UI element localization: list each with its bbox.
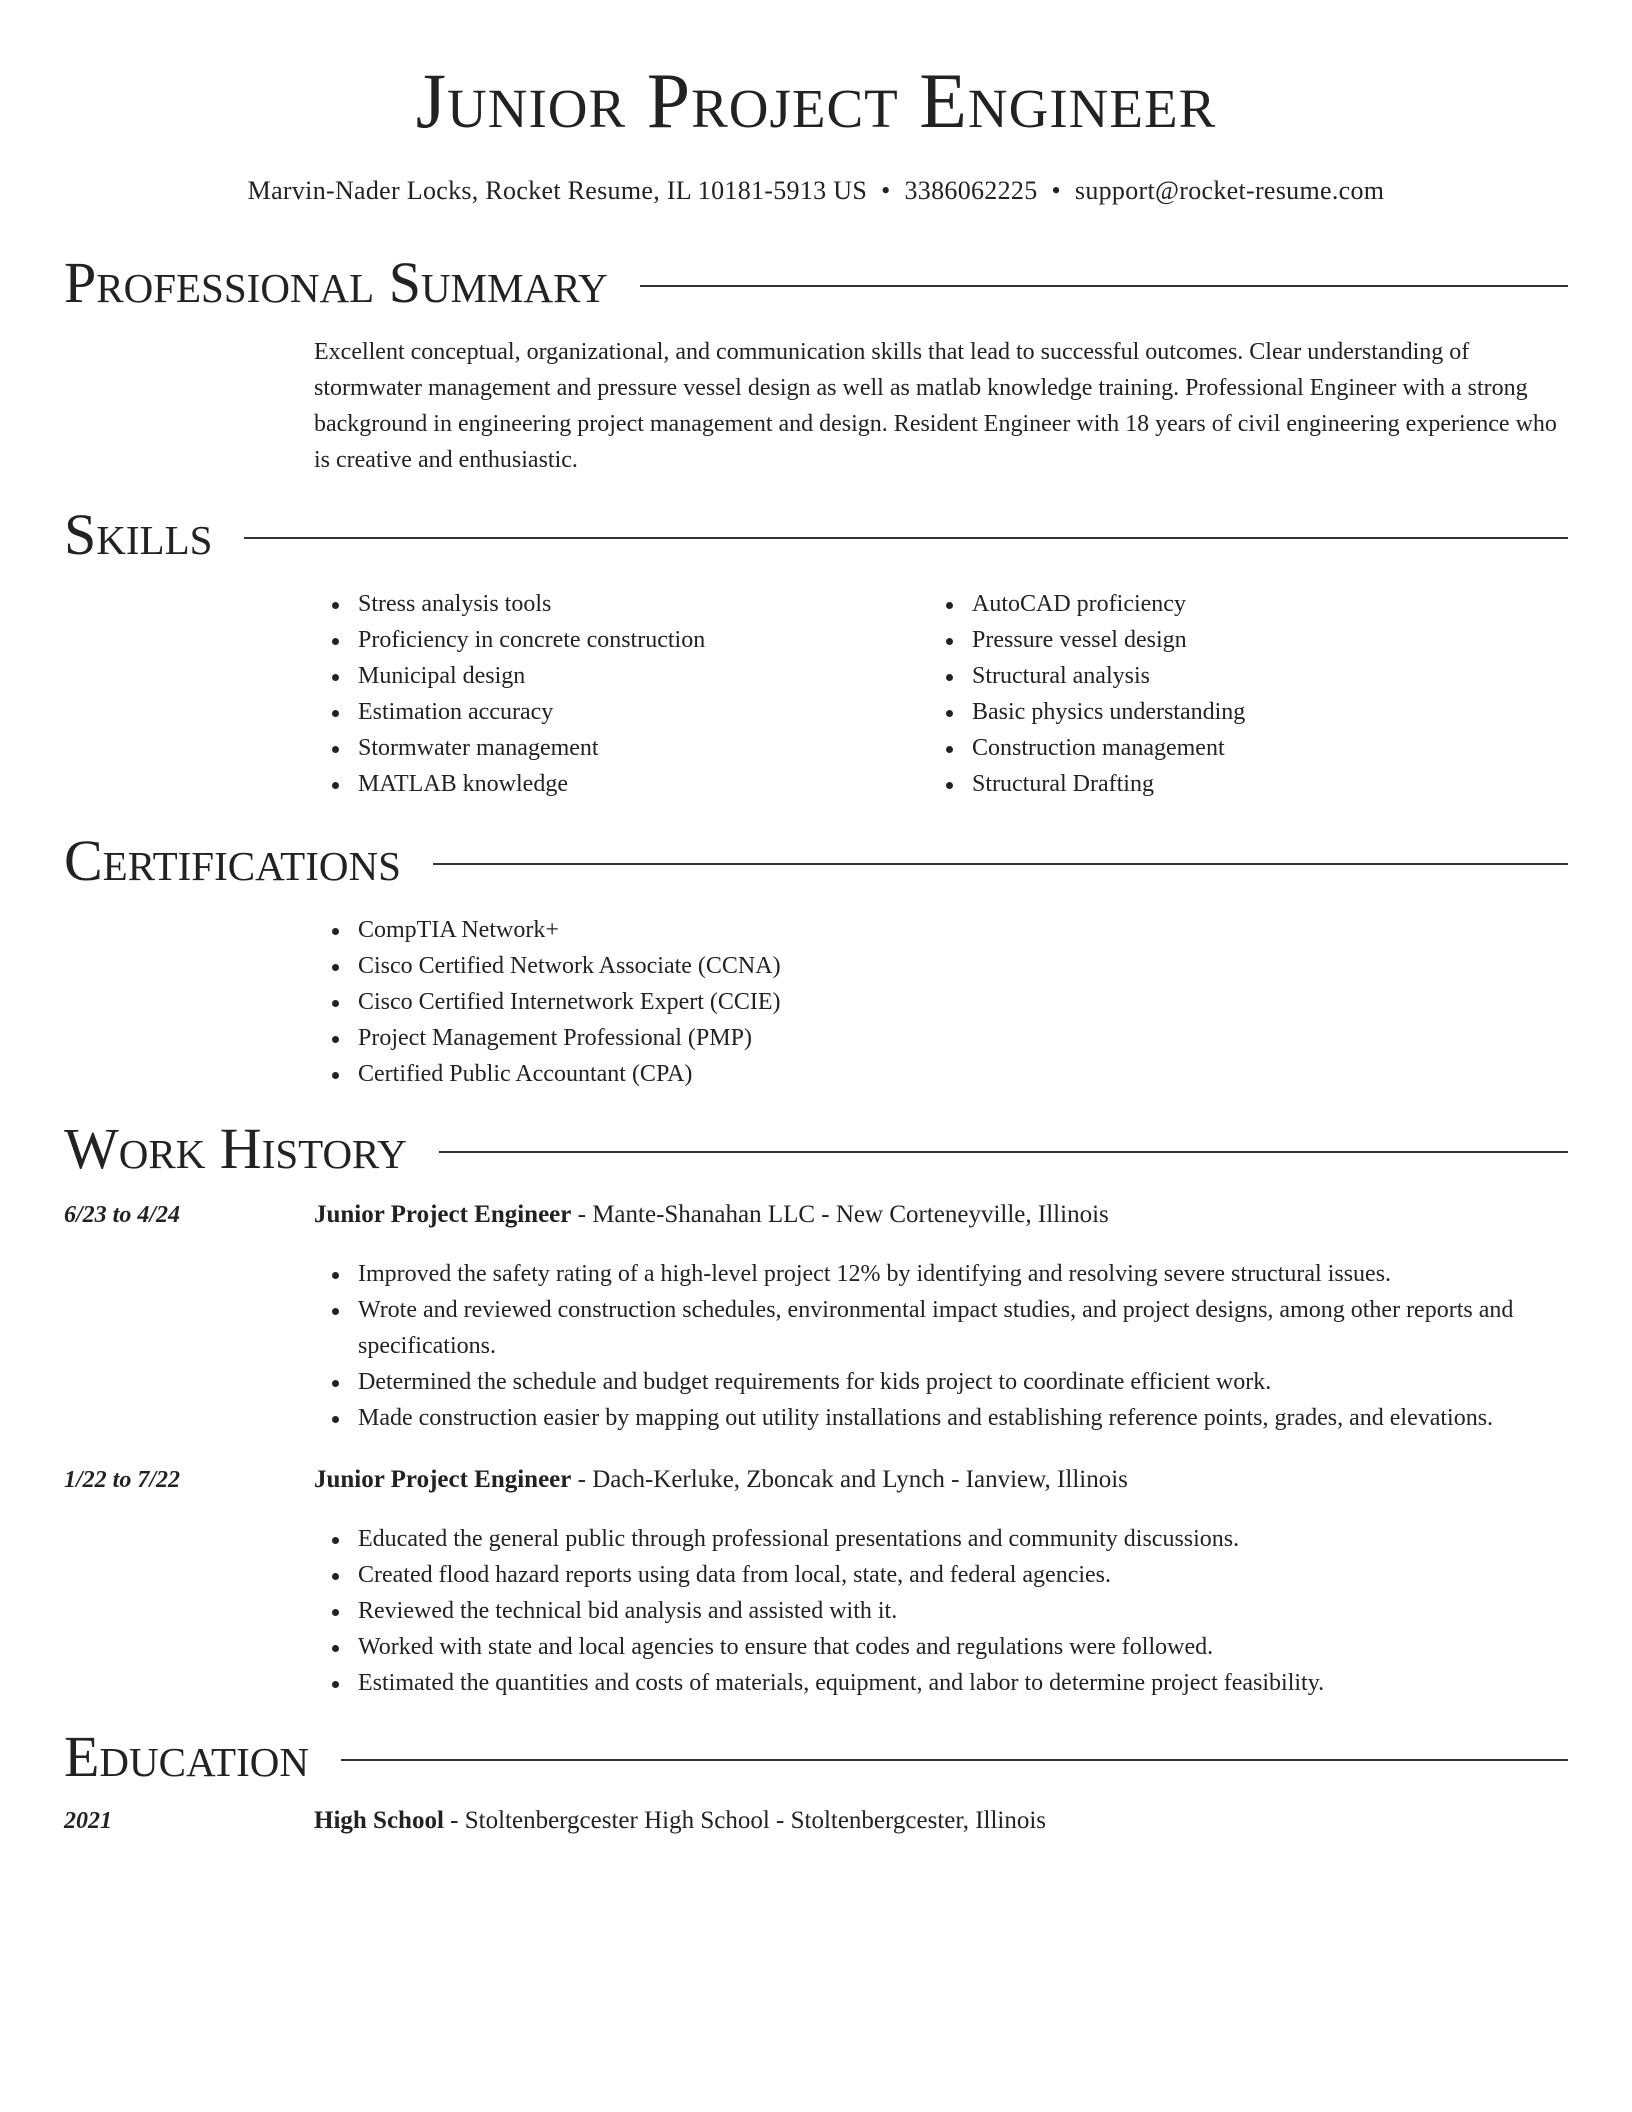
skill-item: Municipal design (358, 658, 894, 694)
job-bullets (314, 1521, 1568, 1701)
job-bullet: Improved the safety rating of a high-level project 12% by identifying and resolving severe structural issues. (358, 1256, 1568, 1292)
skill-item: Stress analysis tools (358, 586, 894, 622)
contact-separator: • (881, 176, 891, 205)
education-degree: High School (314, 1807, 444, 1834)
job-bullet: Educated the general public through professional presentations and community discussions. (358, 1521, 1568, 1557)
job-employer: - Mante-Shanahan LLC - New Corteneyville, Illinois (571, 1201, 1109, 1228)
job-bullet: Wrote and reviewed construction schedules, environmental impact studies, and project designs, among other reports and specifications. (358, 1292, 1568, 1364)
job-bullet: Determined the schedule and budget requirements for kids project to coordinate efficient work. (358, 1364, 1568, 1400)
job-bullet: Estimated the quantities and costs of materials, equipment, and labor to determine project feasibility. (358, 1665, 1568, 1701)
contact-phone: 3386062225 (904, 176, 1038, 205)
skills-list-right (928, 586, 1508, 802)
contact-separator: • (1051, 176, 1061, 205)
contact-email[interactable]: support@rocket-resume.com (1074, 176, 1385, 205)
section-title-skills: Skills (64, 502, 213, 567)
education-school: - Stoltenbergcester High School - Stoltenbergcester, Illinois (443, 1807, 1047, 1834)
job-employer: - Dach-Kerluke, Zboncak and Lynch - Ianview, Illinois (571, 1466, 1128, 1493)
skill-item: Estimation accuracy (358, 694, 894, 730)
summary-text: Excellent conceptual, organizational, and communication skills that lead to successful outcomes. Clear understanding of stormwater management and pressure vessel design as well as matlab knowledge training. Professional Engineer with a strong background in engineering project management and design. Resident Engineer with 18 years of civil engineering experience who is creative and enthusiastic. (314, 339, 1557, 473)
section-divider (640, 285, 1568, 287)
section-divider (439, 1151, 1568, 1153)
job-title: Junior Project Engineer (314, 1466, 572, 1493)
resume-title: Junior Project Engineer (415, 57, 1217, 144)
job-bullets (314, 1256, 1568, 1436)
section-divider (244, 537, 1568, 539)
skill-item: Basic physics understanding (972, 694, 1508, 730)
section-header-work (64, 1116, 1568, 1181)
section-header-education (64, 1724, 1568, 1789)
certification-item: Certified Public Accountant (CPA) (358, 1056, 1214, 1092)
certification-item: Cisco Certified Network Associate (CCNA) (358, 948, 1214, 984)
certifications-list (314, 912, 1214, 1092)
job-bullet: Worked with state and local agencies to ensure that codes and regulations were followed. (358, 1629, 1568, 1665)
job-heading (314, 1201, 1568, 1229)
section-title-work: Work History (64, 1116, 407, 1181)
certification-item: Project Management Professional (PMP) (358, 1020, 1214, 1056)
section-divider (433, 863, 1568, 865)
certification-item: Cisco Certified Internetwork Expert (CCIE) (358, 984, 1214, 1020)
section-header-certifications (64, 828, 1568, 893)
section-title-summary: Professional Summary (64, 250, 608, 315)
skill-item: MATLAB knowledge (358, 766, 894, 802)
skill-item: Construction management (972, 730, 1508, 766)
education-heading (314, 1807, 1568, 1835)
contact-line (0, 176, 1632, 206)
job-heading (314, 1466, 1568, 1494)
section-title-education: Education (64, 1724, 309, 1789)
section-divider (341, 1759, 1568, 1761)
job-bullet: Created flood hazard reports using data from local, state, and federal agencies. (358, 1557, 1568, 1593)
job-bullet: Made construction easier by mapping out utility installations and establishing reference points, grades, and elevations. (358, 1400, 1568, 1436)
skill-item: AutoCAD proficiency (972, 586, 1508, 622)
skill-item: Structural Drafting (972, 766, 1508, 802)
contact-address: Marvin-Nader Locks, Rocket Resume, IL 10181-5913 US (247, 176, 868, 205)
section-header-skills (64, 502, 1568, 567)
section-title-certifications: Certifications (64, 828, 401, 893)
job-dates: 1/22 to 7/22 (64, 1467, 181, 1493)
section-header-summary (64, 250, 1568, 315)
skill-item: Pressure vessel design (972, 622, 1508, 658)
skill-item: Structural analysis (972, 658, 1508, 694)
skills-list-left (314, 586, 894, 802)
skill-item: Stormwater management (358, 730, 894, 766)
job-bullet: Reviewed the technical bid analysis and assisted with it. (358, 1593, 1568, 1629)
job-dates: 6/23 to 4/24 (64, 1202, 181, 1228)
job-title: Junior Project Engineer (314, 1201, 572, 1228)
education-year: 2021 (64, 1808, 112, 1834)
skill-item: Proficiency in concrete construction (358, 622, 894, 658)
certification-item: CompTIA Network+ (358, 912, 1214, 948)
